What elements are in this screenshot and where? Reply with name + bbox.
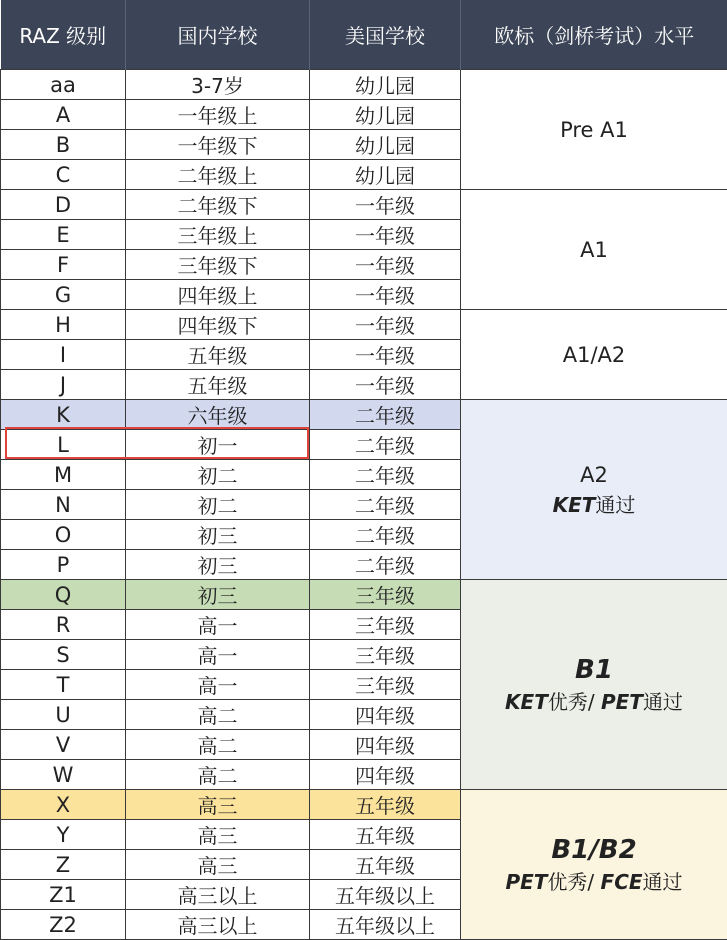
cell-raz-level: W — [1, 760, 126, 790]
header-domestic-school: 国内学校 — [126, 0, 310, 70]
cell-domestic-grade: 四年级上 — [126, 280, 310, 310]
exam-note: 优秀/ — [547, 870, 600, 894]
cell-us-grade: 一年级 — [310, 280, 461, 310]
cell-us-grade: 二年级 — [310, 520, 461, 550]
exam-note: 通过 — [595, 493, 635, 517]
cell-domestic-grade: 初二 — [126, 490, 310, 520]
cell-raz-level: T — [1, 670, 126, 700]
cell-us-grade: 一年级 — [310, 370, 461, 400]
cell-domestic-grade: 四年级下 — [126, 310, 310, 340]
cell-raz-level: V — [1, 730, 126, 760]
table-row-highlight — [1, 790, 727, 820]
cell-domestic-grade: 五年级 — [126, 370, 310, 400]
cell-raz-level: aa — [1, 70, 126, 100]
exam-note: 优秀/ — [548, 690, 601, 714]
table-row-highlight — [1, 400, 727, 430]
cell-raz-level: Y — [1, 820, 126, 850]
cell-raz-level: O — [1, 520, 126, 550]
cell-raz-level: L — [1, 430, 126, 460]
cell-us-grade: 幼儿园 — [310, 100, 461, 130]
cell-raz-level: U — [1, 700, 126, 730]
cell-us-grade: 四年级 — [310, 700, 461, 730]
cell-domestic-grade: 高三 — [126, 790, 310, 820]
cell-domestic-grade: 初二 — [126, 460, 310, 490]
cell-domestic-grade: 高三 — [126, 850, 310, 880]
cell-domestic-grade: 二年级上 — [126, 160, 310, 190]
cefr-a1: A1 — [461, 190, 727, 310]
cell-domestic-grade: 高二 — [126, 700, 310, 730]
cell-us-grade: 五年级 — [310, 790, 461, 820]
cell-us-grade: 幼儿园 — [310, 160, 461, 190]
cefr-b1-b2-exam-note — [461, 867, 727, 897]
cefr-b1-level: B1 — [461, 653, 727, 687]
cell-raz-level: I — [1, 340, 126, 370]
cell-raz-level: S — [1, 640, 126, 670]
cell-domestic-grade: 高一 — [126, 640, 310, 670]
cell-raz-level: M — [1, 460, 126, 490]
cell-domestic-grade: 三年级下 — [126, 250, 310, 280]
cell-domestic-grade: 初三 — [126, 520, 310, 550]
cell-domestic-grade: 高三以上 — [126, 880, 310, 910]
cell-raz-level: Z1 — [1, 880, 126, 910]
cell-raz-level: H — [1, 310, 126, 340]
cell-domestic-grade: 一年级下 — [126, 130, 310, 160]
cell-domestic-grade: 高三以上 — [126, 910, 310, 940]
exam-note: 通过 — [643, 870, 683, 894]
cell-us-grade: 五年级 — [310, 850, 461, 880]
cell-raz-level: J — [1, 370, 126, 400]
header-raz-level: RAZ 级别 — [1, 0, 126, 70]
cell-us-grade: 三年级 — [310, 640, 461, 670]
cell-raz-level: R — [1, 610, 126, 640]
cell-domestic-grade: 高二 — [126, 730, 310, 760]
cell-domestic-grade: 高一 — [126, 670, 310, 700]
cell-domestic-grade: 一年级上 — [126, 100, 310, 130]
cell-us-grade: 三年级 — [310, 580, 461, 610]
cell-raz-level: A — [1, 100, 126, 130]
cell-raz-level: F — [1, 250, 126, 280]
cell-raz-level: Q — [1, 580, 126, 610]
cell-domestic-grade: 高一 — [126, 610, 310, 640]
cell-domestic-grade: 高二 — [126, 760, 310, 790]
cell-domestic-grade: 三年级上 — [126, 220, 310, 250]
table-row — [1, 190, 727, 220]
cefr-a1-a2: A1/A2 — [461, 310, 727, 400]
exam-ket: KET — [553, 493, 596, 517]
cell-raz-level: C — [1, 160, 126, 190]
exam-pet: PET — [601, 690, 643, 714]
cell-domestic-grade: 六年级 — [126, 400, 310, 430]
cell-us-grade: 二年级 — [310, 400, 461, 430]
exam-fce: FCE — [601, 870, 643, 894]
cell-domestic-grade: 二年级下 — [126, 190, 310, 220]
cefr-a2-exam-note — [461, 490, 727, 520]
cell-raz-level: X — [1, 790, 126, 820]
cefr-b1-b2 — [461, 790, 727, 940]
table-row — [1, 70, 727, 100]
cell-us-grade: 一年级 — [310, 250, 461, 280]
cell-domestic-grade: 初一 — [126, 430, 310, 460]
exam-ket: KET — [505, 690, 548, 714]
cefr-a2 — [461, 400, 727, 580]
cell-us-grade: 二年级 — [310, 430, 461, 460]
cell-us-grade: 二年级 — [310, 490, 461, 520]
cell-raz-level: E — [1, 220, 126, 250]
exam-note: 通过 — [643, 690, 683, 714]
cell-domestic-grade: 五年级 — [126, 340, 310, 370]
cell-domestic-grade: 初三 — [126, 550, 310, 580]
cell-us-grade: 幼儿园 — [310, 130, 461, 160]
cell-us-grade: 幼儿园 — [310, 70, 461, 100]
cell-raz-level: D — [1, 190, 126, 220]
cell-raz-level: G — [1, 280, 126, 310]
cell-us-grade: 一年级 — [310, 310, 461, 340]
exam-pet: PET — [505, 870, 547, 894]
header-us-school: 美国学校 — [310, 0, 461, 70]
table-row — [1, 310, 727, 340]
cell-us-grade: 一年级 — [310, 340, 461, 370]
cell-domestic-grade: 初三 — [126, 580, 310, 610]
cefr-pre-a1: Pre A1 — [461, 70, 727, 190]
cell-raz-level: P — [1, 550, 126, 580]
cell-raz-level: Z — [1, 850, 126, 880]
cell-raz-level: K — [1, 400, 126, 430]
table-header-row — [1, 0, 727, 70]
cell-domestic-grade: 高三 — [126, 820, 310, 850]
cell-us-grade: 五年级以上 — [310, 910, 461, 940]
cell-us-grade: 三年级 — [310, 610, 461, 640]
cell-us-grade: 二年级 — [310, 460, 461, 490]
cefr-b1-b2-level: B1/B2 — [461, 833, 727, 867]
cefr-a2-level: A2 — [461, 460, 727, 490]
cell-us-grade: 一年级 — [310, 220, 461, 250]
cell-us-grade: 五年级 — [310, 820, 461, 850]
cell-us-grade: 五年级以上 — [310, 880, 461, 910]
cell-us-grade: 三年级 — [310, 670, 461, 700]
cell-us-grade: 四年级 — [310, 760, 461, 790]
cell-raz-level: Z2 — [1, 910, 126, 940]
cell-raz-level: B — [1, 130, 126, 160]
table-row-highlight — [1, 580, 727, 610]
header-cefr-level: 欧标（剑桥考试）水平 — [461, 0, 727, 70]
cell-domestic-grade: 3-7岁 — [126, 70, 310, 100]
cell-us-grade: 二年级 — [310, 550, 461, 580]
cell-us-grade: 一年级 — [310, 190, 461, 220]
cell-us-grade: 四年级 — [310, 730, 461, 760]
cell-raz-level: N — [1, 490, 126, 520]
cefr-b1 — [461, 580, 727, 790]
cefr-b1-exam-note — [461, 687, 727, 717]
